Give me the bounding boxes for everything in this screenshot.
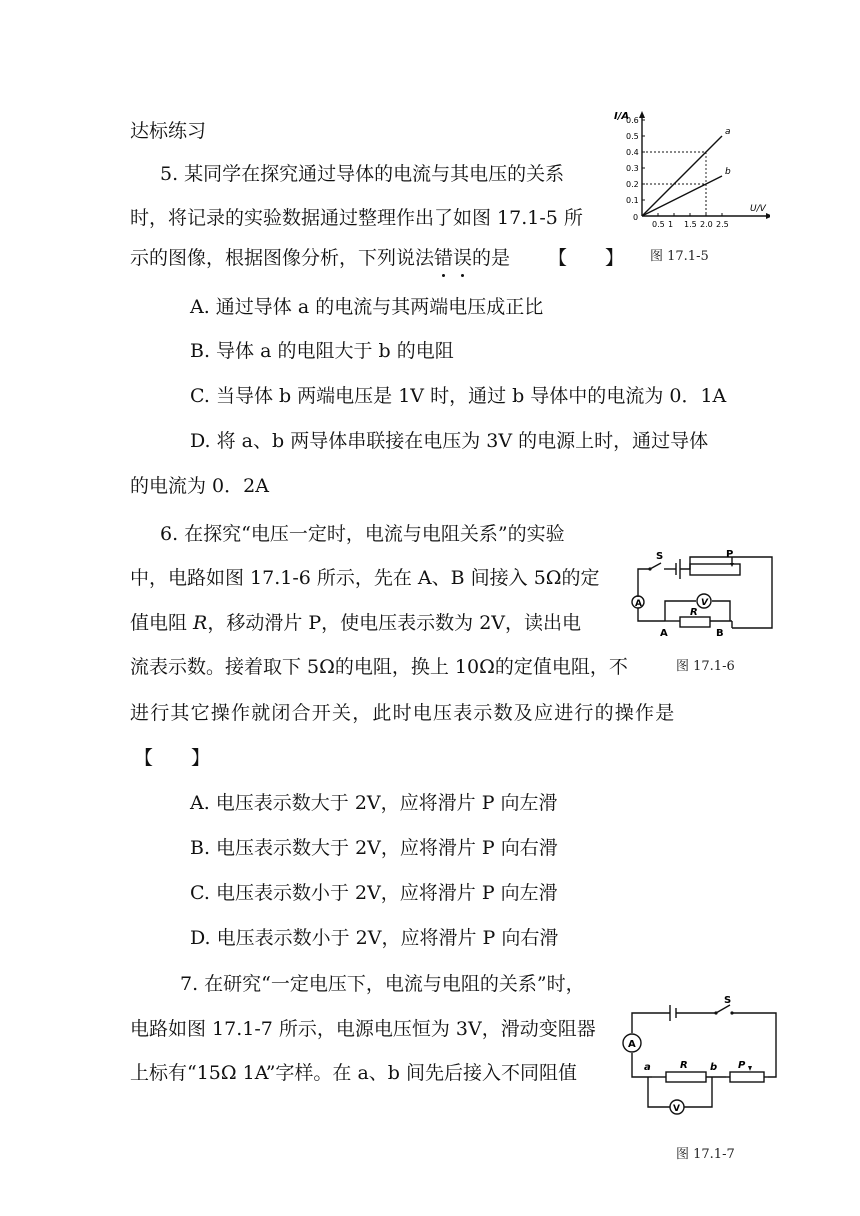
q5-option-a: A. 通过导体 a 的电流与其两端电压成正比	[190, 296, 544, 318]
q6-line-3-text: 值电阻	[130, 612, 194, 634]
q5-option-c: C. 当导体 b 两端电压是 1V 时，通过 b 导体中的电流为 0．1A	[190, 385, 727, 407]
figure-caption: 图 17.1-5	[650, 249, 709, 264]
q5-line-3	[130, 246, 510, 270]
y-tick-label: 0.3	[626, 164, 639, 173]
figure-caption: 图 17.1-7	[676, 1147, 735, 1162]
series-line-b	[642, 176, 722, 216]
x-tick-label: 1	[668, 220, 674, 229]
node-a-label: A	[660, 628, 668, 639]
series-line-a	[642, 136, 722, 216]
series-label-a: a	[725, 127, 731, 137]
switch-label: S	[724, 995, 732, 1006]
voltmeter-icon: V	[701, 598, 708, 608]
emphasis-char: 误	[453, 247, 473, 269]
q5-line-3-tail: 的是	[472, 247, 511, 269]
q7-line-2: 电路如图 17.1-7 所示，电源电压恒为 3V，滑动变阻器	[130, 1018, 596, 1040]
y-tick-label: 0.2	[626, 180, 639, 189]
q5-option-d-cont: 的电流为 0．2A	[130, 475, 269, 497]
resistor-label: R	[680, 1060, 688, 1071]
emphasis-char: 错	[434, 247, 454, 269]
q5-option-b: B. 导体 a 的电阻大于 b 的电阻	[190, 340, 454, 362]
x-tick-label: 2.5	[716, 220, 729, 229]
x-tick-label: 0.5	[652, 220, 665, 229]
x-tick-label: 1.5	[684, 220, 697, 229]
q6-line-2: 中，电路如图 17.1-6 所示，先在 A、B 间接入 5Ω的定	[130, 567, 600, 589]
x-tick-label: 2.0	[700, 220, 713, 229]
ammeter-icon: A	[628, 1039, 636, 1050]
q6-option-b: B. 电压表示数大于 2V，应将滑片 P 向右滑	[190, 837, 558, 859]
resistor-label: R	[690, 607, 698, 618]
q6-line-3-tail: ，移动滑片 P，使电压表示数为 2V，读出电	[207, 612, 582, 634]
q6-option-a: A. 电压表示数大于 2V，应将滑片 P 向左滑	[190, 792, 558, 814]
ammeter-icon: A	[635, 599, 642, 609]
figure-caption: 图 17.1-6	[676, 659, 735, 674]
y-tick-label: 0.5	[626, 132, 639, 141]
q6-line-1: 6. 在探究“电压一定时，电流与电阻关系”的实验	[160, 523, 565, 545]
q5-line-1: 5. 某同学在探究通过导体的电流与其电压的关系	[160, 163, 565, 185]
q6-option-c: C. 电压表示数小于 2V，应将滑片 P 向左滑	[190, 882, 558, 904]
x-axis-arrow-icon	[766, 213, 770, 219]
y-tick-label: 0.4	[626, 148, 639, 157]
node-b-label: B	[716, 628, 724, 639]
figure-17-1-6-circuit	[620, 545, 780, 645]
q5-line-3-text: 示的图像，根据图像分析，下列说法	[130, 247, 435, 269]
q6-line-3	[130, 611, 581, 635]
node-a-label: a	[644, 1062, 651, 1073]
q7-line-3: 上标有“15Ω 1A”字样。在 a、b 间先后接入不同阻值	[130, 1062, 577, 1084]
switch-label: S	[656, 551, 664, 562]
y-tick-label: 0.1	[626, 196, 639, 205]
q5-option-d: D. 将 a、b 两导体串联接在电压为 3V 的电源上时，通过导体	[190, 430, 709, 452]
q6-line-5: 进行其它操作就闭合开关，此时电压表示数及应进行的操作是	[130, 702, 676, 724]
q6-option-d: D. 电压表示数小于 2V，应将滑片 P 向右滑	[190, 927, 559, 949]
y-axis-label: I/A	[614, 111, 630, 122]
q6-line-4: 流表示数。接着取下 5Ω的电阻，换上 10Ω的定值电阻，不	[130, 656, 628, 678]
figure-17-1-5-chart	[610, 108, 770, 238]
answer-bracket: 【 】	[134, 747, 211, 769]
figure-17-1-7-circuit	[618, 995, 788, 1130]
y-tick-label: 0.6	[626, 116, 639, 125]
section-heading: 达标练习	[130, 120, 207, 142]
variable-r: R	[193, 612, 208, 634]
series-label-b: b	[725, 167, 731, 177]
slider-label: P	[726, 549, 734, 560]
origin-label: 0	[633, 213, 639, 222]
voltmeter-icon: V	[673, 1104, 680, 1114]
q7-line-1: 7. 在研究“一定电压下，电流与电阻的关系”时，	[180, 973, 585, 995]
q5-line-2: 时，将记录的实验数据通过整理作出了如图 17.1-5 所	[130, 207, 583, 229]
node-b-label: b	[710, 1062, 718, 1073]
x-axis-label: U/V	[750, 204, 766, 214]
answer-bracket: 【 】	[548, 247, 625, 269]
y-axis-arrow-icon	[639, 111, 645, 118]
slider-label: P	[738, 1060, 746, 1071]
